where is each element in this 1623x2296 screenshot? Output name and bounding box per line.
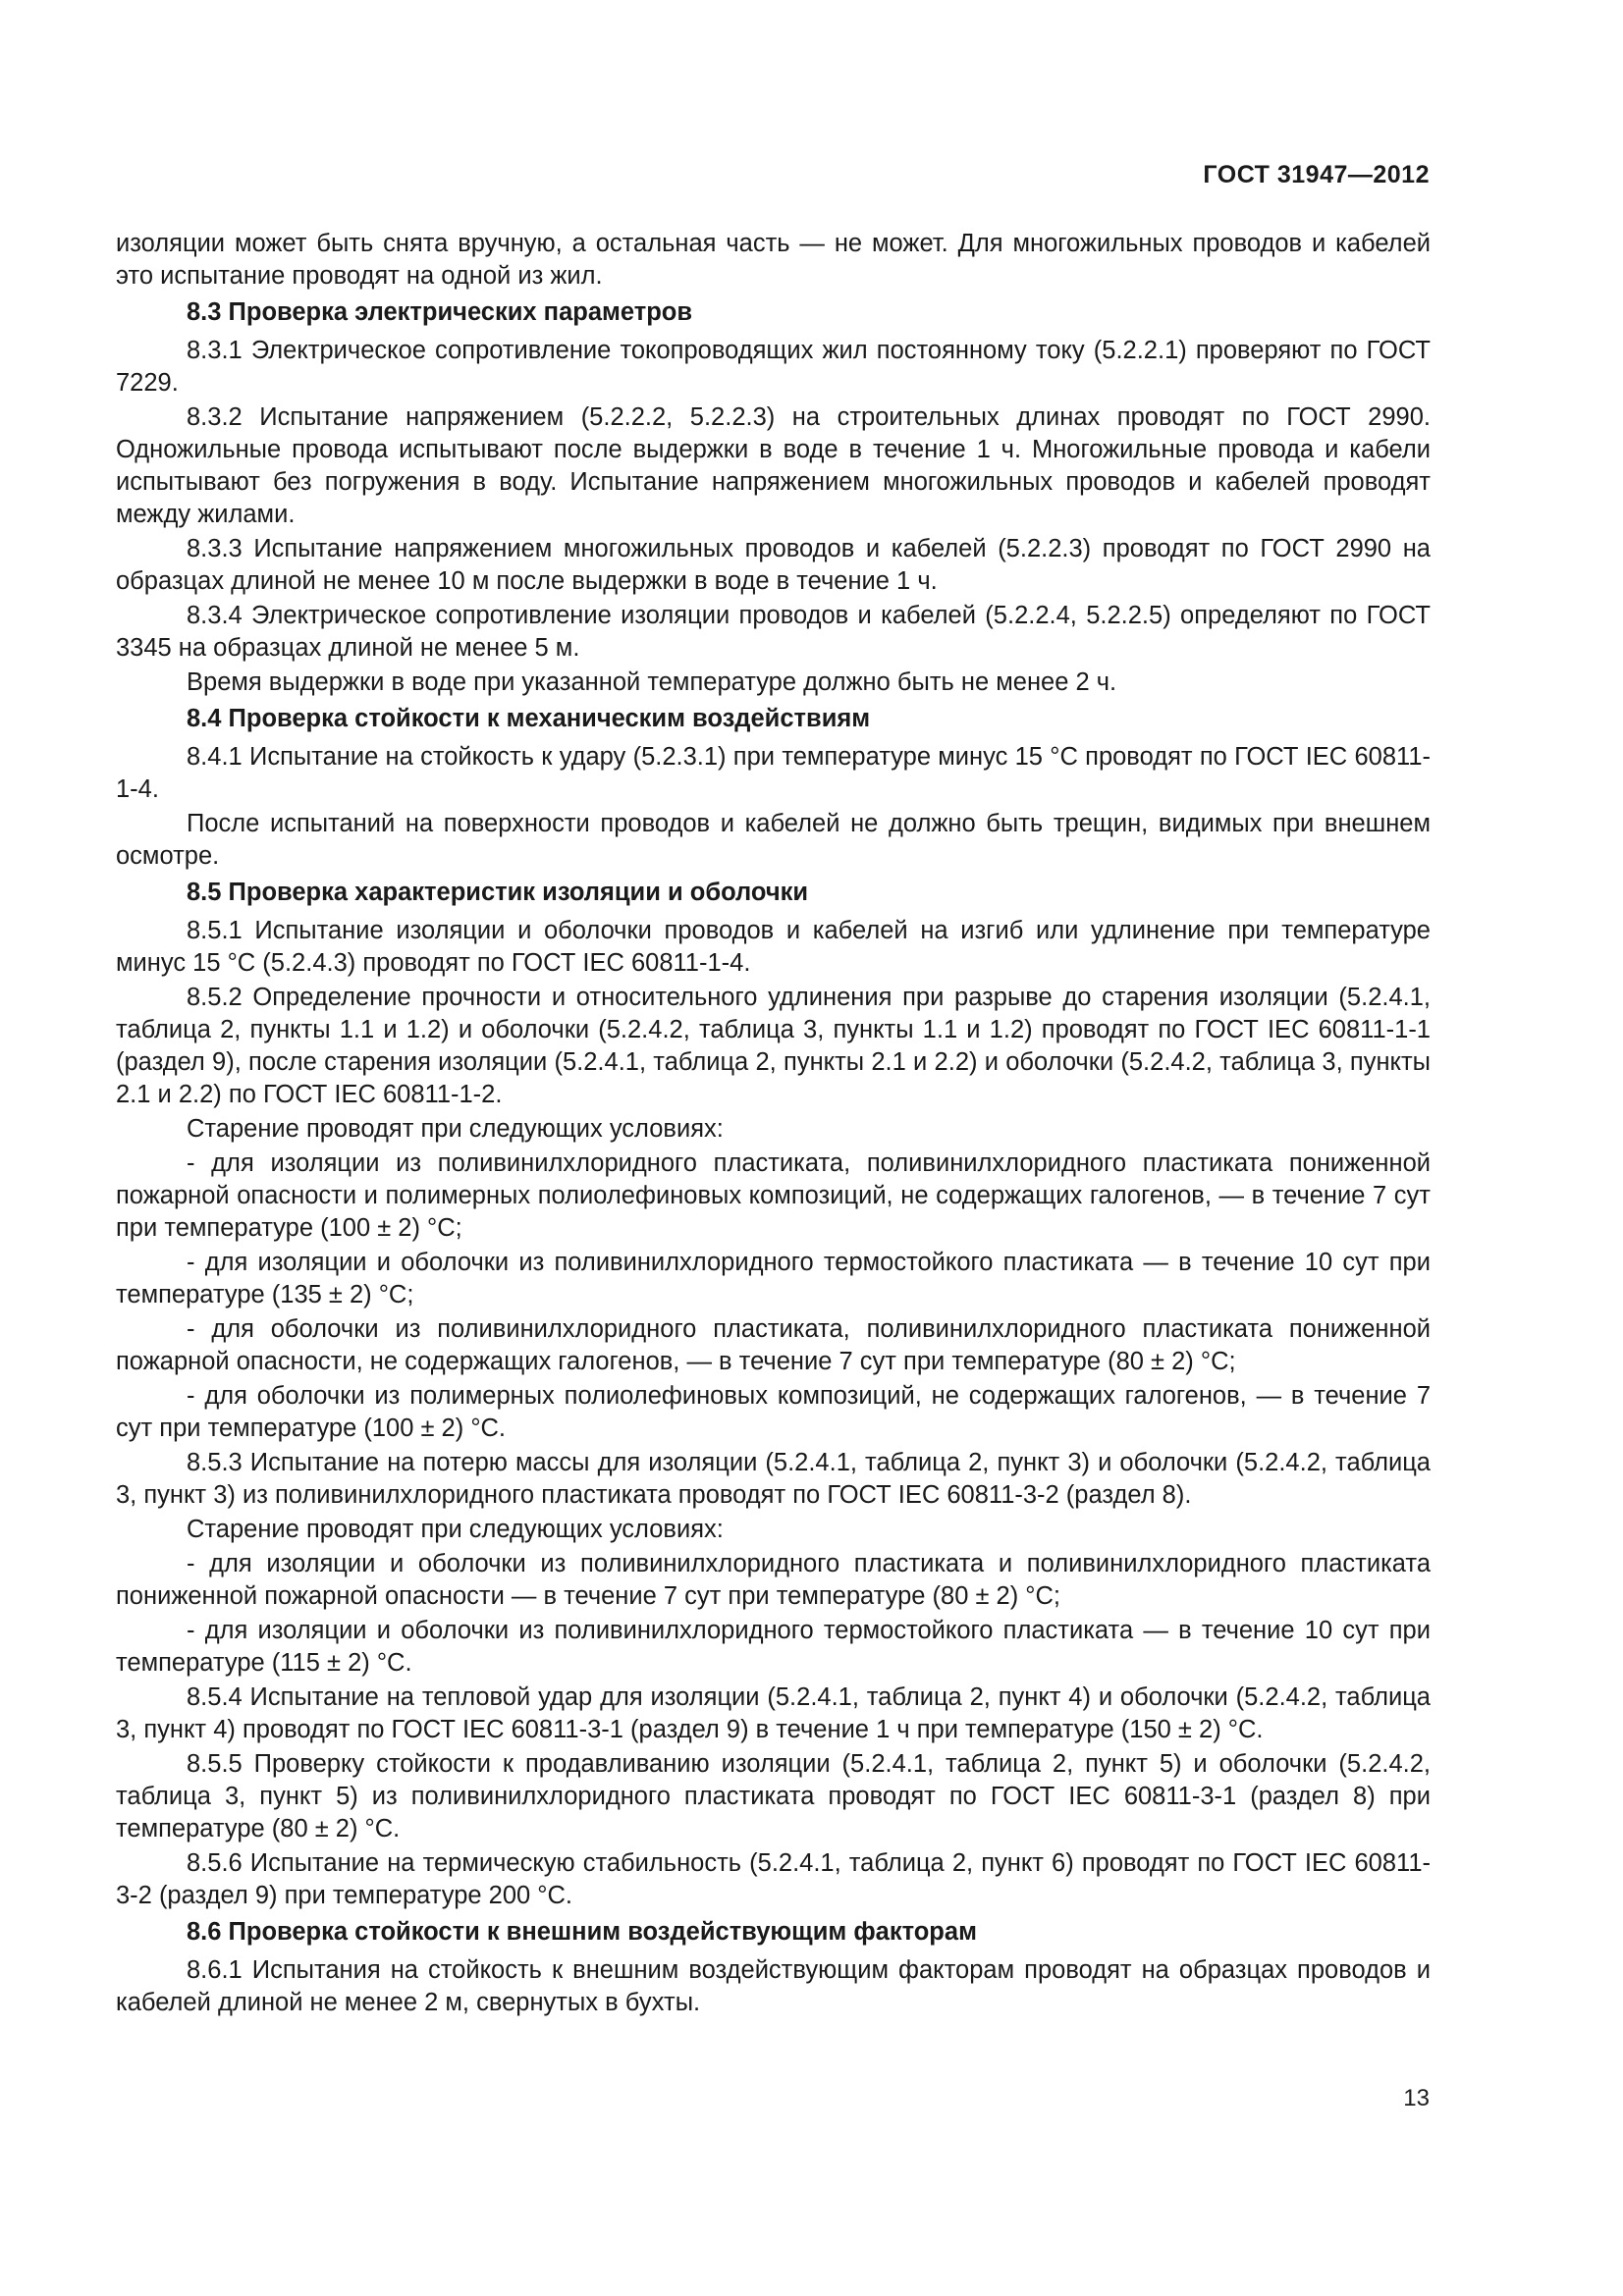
body-paragraph: Старение проводят при следующих условиях: [187, 1516, 724, 1543]
body-paragraph: изоляции может быть снята вручную, а остальная часть — не может. Для многожильных проводов и кабелей это испытание проводят на одной из жил. [116, 230, 1431, 290]
body-paragraph: 8.3.3 Испытание напряжением многожильных проводов и кабелей (5.2.2.3) проводят по ГОСТ 2990 на образцах длиной не менее 10 м после выдержки в воде в течение 1 ч. [116, 535, 1431, 595]
page-number: 13 [1403, 2085, 1430, 2111]
section-heading: 8.5 Проверка характеристик изоляции и оболочки [187, 879, 809, 906]
body-paragraph: 8.3.1 Электрическое сопротивление токопроводящих жил постоянному току (5.2.2.1) проверяют по ГОСТ 7229. [116, 337, 1431, 397]
section-heading: 8.6 Проверка стойкости к внешним воздействующим факторам [187, 1918, 977, 1946]
body-paragraph: - для оболочки из поливинилхлоридного пластиката, поливинилхлоридного пластиката пониженной пожарной опасности, не содержащих галогенов, — в течение 7 сут при температуре (80 ± 2) °С; [116, 1315, 1431, 1375]
body-paragraph: - для изоляции из поливинилхлоридного пластиката, поливинилхлоридного пластиката пониженной пожарной опасности и полимерных полиолефиновых композиций, не содержащих галогенов, — в течение 7 сут при температуре (100 ± 2) °С; [116, 1149, 1431, 1242]
body-paragraph: - для изоляции и оболочки из поливинилхлоридного пластиката и поливинилхлоридного пластиката пониженной пожарной опасности — в течение 7 сут при температуре (80 ± 2) °С; [116, 1550, 1431, 1610]
body-paragraph: - для изоляции и оболочки из поливинилхлоридного термостойкого пластиката — в течение 10 сут при температуре (135 ± 2) °С; [116, 1249, 1431, 1308]
body-paragraph: - для оболочки из полимерных полиолефиновых композиций, не содержащих галогенов, — в течение 7 сут при температуре (100 ± 2) °С. [116, 1382, 1431, 1442]
body-paragraph: После испытаний на поверхности проводов и кабелей не должно быть трещин, видимых при внешнем осмотре. [116, 810, 1431, 870]
body-paragraph: 8.6.1 Испытания на стойкость к внешним воздействующим факторам проводят на образцах проводов и кабелей длиной не менее 2 м, свернутых в бухты. [116, 1956, 1431, 2016]
body-paragraph: 8.3.2 Испытание напряжением (5.2.2.2, 5.2.2.3) на строительных длинах проводят по ГОСТ 2990. Одножильные провода испытывают после выдержки в воде в течение 1 ч. Многожильные провода и кабели испытывают без погружения в воду. Испытание напряжением многожильных проводов и кабелей проводят между жилами. [116, 403, 1431, 528]
body-paragraph: 8.5.4 Испытание на тепловой удар для изоляции (5.2.4.1, таблица 2, пункт 4) и оболочки (5.2.4.2, таблица 3, пункт 4) проводят по ГОСТ IEC 60811-3-1 (раздел 9) в течение 1 ч при температуре (150 ± 2) °С. [116, 1683, 1431, 1743]
document-code-header: ГОСТ 31947—2012 [1203, 161, 1430, 188]
body-paragraph: 8.5.3 Испытание на потерю массы для изоляции (5.2.4.1, таблица 2, пункт 3) и оболочки (5.2.4.2, таблица 3, пункт 3) из поливинилхлоридного пластиката проводят по ГОСТ IEC 60811-3-2 (раздел 8). [116, 1449, 1431, 1509]
document-body [116, 228, 1431, 2021]
body-paragraph: Старение проводят при следующих условиях: [187, 1115, 724, 1143]
body-paragraph: - для изоляции и оболочки из поливинилхлоридного термостойкого пластиката — в течение 10 сут при температуре (115 ± 2) °С. [116, 1617, 1431, 1677]
body-paragraph: 8.5.1 Испытание изоляции и оболочки проводов и кабелей на изгиб или удлинение при температуре минус 15 °С (5.2.4.3) проводят по ГОСТ IEC 60811-1-4. [116, 917, 1431, 977]
body-paragraph: 8.5.6 Испытание на термическую стабильность (5.2.4.1, таблица 2, пункт 6) проводят по ГОСТ IEC 60811-3-2 (раздел 9) при температуре 200 °С. [116, 1849, 1431, 1909]
body-paragraph: 8.4.1 Испытание на стойкость к удару (5.2.3.1) при температуре минус 15 °С проводят по ГОСТ IEC 60811-1-4. [116, 743, 1431, 803]
body-paragraph: 8.3.4 Электрическое сопротивление изоляции проводов и кабелей (5.2.2.4, 5.2.2.5) определяют по ГОСТ 3345 на образцах длиной не менее 5 м. [116, 602, 1431, 662]
body-paragraph: 8.5.2 Определение прочности и относительного удлинения при разрыве до старения изоляции (5.2.4.1, таблица 2, пункты 1.1 и 1.2) и оболочки (5.2.4.2, таблица 3, пункты 1.1 и 1.2) проводят по ГОСТ IEC 60811-1-1 (раздел 9), после старения изоляции (5.2.4.1, таблица 2, пункты 2.1 и 2.2) и оболочки (5.2.4.2, таблица 3, пункты 2.1 и 2.2) по ГОСТ IEC 60811-1-2. [116, 984, 1431, 1108]
body-paragraph: 8.5.5 Проверку стойкости к продавливанию изоляции (5.2.4.1, таблица 2, пункт 5) и оболочки (5.2.4.2, таблица 3, пункт 5) из поливинилхлоридного пластиката проводят по ГОСТ IEC 60811-3-1 (раздел 8) при температуре (80 ± 2) °С. [116, 1750, 1431, 1842]
section-heading: 8.3 Проверка электрических параметров [187, 298, 693, 326]
section-heading: 8.4 Проверка стойкости к механическим воздействиям [187, 705, 871, 732]
body-paragraph: Время выдержки в воде при указанной температуре должно быть не менее 2 ч. [187, 668, 1117, 696]
